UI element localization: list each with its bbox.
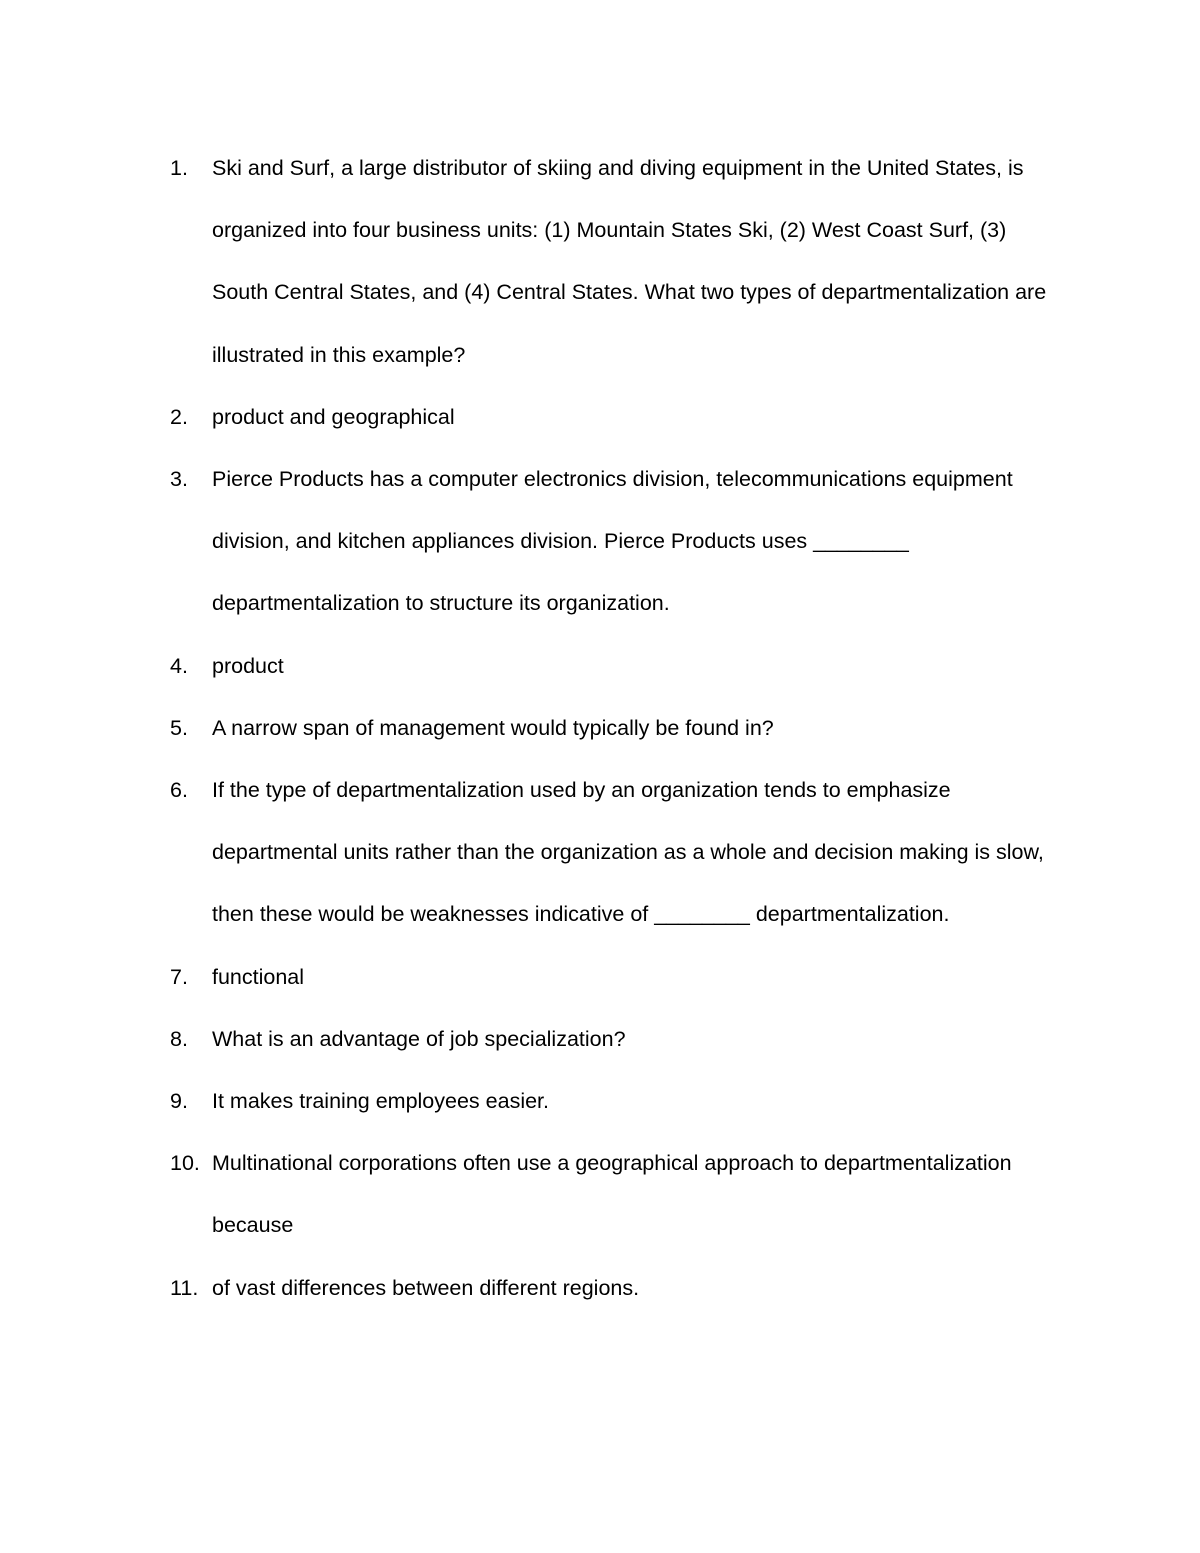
list-item-5 xyxy=(170,697,1050,759)
item-text: product xyxy=(212,653,284,678)
list-item-3 xyxy=(170,448,1050,635)
item-text: of vast differences between different regions. xyxy=(212,1275,640,1300)
item-number: 7. xyxy=(170,964,188,989)
item-number: 3. xyxy=(170,467,188,492)
item-number: 8. xyxy=(170,1026,188,1051)
item-number: 5. xyxy=(170,715,188,740)
item-text: functional xyxy=(212,964,305,989)
list-item-8 xyxy=(170,1008,1050,1070)
item-number: 4. xyxy=(170,653,188,678)
item-text: Multinational corporations often use a geographical approach to departmentalization because xyxy=(212,1151,1012,1238)
list-item-1 xyxy=(170,137,1050,386)
list-item-2 xyxy=(170,386,1050,448)
list-item-9 xyxy=(170,1070,1050,1132)
item-text: A narrow span of management would typically be found in? xyxy=(212,715,774,740)
item-text: Ski and Surf, a large distributor of skiing and diving equipment in the United States, is organized into four business units: (1) Mountain States Ski, (2) West Coast Surf, (3) South Central States, and (4) Central States. What two types of departmentalization are illustrated in this example? xyxy=(212,156,1047,367)
item-text: If the type of departmentalization used by an organization tends to emphasize departmental units rather than the organization as a whole and decision making is slow, then these would be weaknesses indicative of ________ departmentalization. xyxy=(212,778,1044,927)
item-text: It makes training employees easier. xyxy=(212,1089,549,1114)
list-item-6 xyxy=(170,759,1050,946)
item-number: 10. xyxy=(170,1151,200,1176)
numbered-list xyxy=(170,137,1050,1319)
list-item-11 xyxy=(170,1257,1050,1319)
item-number: 1. xyxy=(170,156,188,180)
item-number: 11. xyxy=(170,1275,199,1300)
item-number: 9. xyxy=(170,1089,188,1114)
list-item-4 xyxy=(170,635,1050,697)
item-text: What is an advantage of job specialization? xyxy=(212,1026,626,1051)
item-number: 6. xyxy=(170,778,188,803)
item-text: product and geographical xyxy=(212,404,455,429)
list-item-7 xyxy=(170,946,1050,1008)
list-item-10 xyxy=(170,1132,1050,1256)
item-text: Pierce Products has a computer electronics division, telecommunications equipment division, and kitchen appliances division. Pierce Products uses ________ departmentalization to structure its organization. xyxy=(212,467,1013,616)
item-number: 2. xyxy=(170,404,188,429)
